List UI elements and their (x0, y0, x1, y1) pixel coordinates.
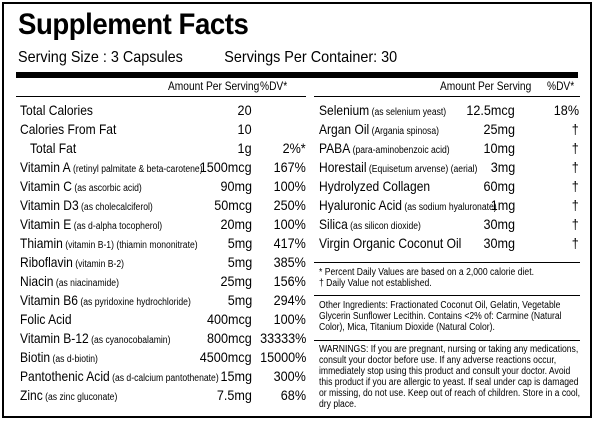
nutrient-row (319, 140, 581, 157)
nutrient-row (319, 216, 581, 233)
nutrient-source: (as cholecalciferol) (78, 202, 153, 213)
nutrient-dv: † (571, 235, 579, 251)
nutrient-name (319, 216, 421, 232)
nutrient-source: (vitamin B-1) (thiamin mononitrate) (62, 240, 198, 251)
nutrient-amount: 5mg (227, 235, 252, 251)
nutrient-source: (vitamin B-2) (72, 259, 125, 270)
nutrient-label: Vitamin C (20, 178, 72, 194)
nutrient-row (20, 330, 310, 347)
nutrient-name (20, 292, 191, 308)
dv-footnote: * Percent Daily Values are based on a 2,000 calorie diet. (319, 267, 534, 278)
nutrient-source: (as pyridoxine hydrochloride) (78, 297, 191, 308)
nutrient-dv: 33333% (259, 330, 306, 346)
nutrient-row (20, 292, 310, 309)
nutrient-label: Total Fat (30, 140, 77, 156)
nutrient-source: (as ascorbic acid) (71, 183, 142, 194)
nutrient-dv: 300% (273, 368, 306, 384)
nutrient-name (319, 159, 477, 175)
nutrient-name (319, 197, 497, 213)
nutrient-source: (as zinc gluconate) (42, 392, 118, 403)
nutrient-label: Silica (319, 216, 348, 232)
nutrient-source: (as selenium yeast) (369, 107, 447, 118)
panel-title: Supplement Facts (18, 8, 249, 41)
nutrient-source: (as silicon dioxide) (347, 221, 421, 232)
nutrient-name (319, 121, 439, 137)
nutrient-dv: 294% (273, 292, 306, 308)
nutrient-name (319, 178, 430, 194)
nutrient-dv: † (571, 197, 579, 213)
nutrient-amount: 800mcg (207, 330, 252, 346)
nutrient-row (319, 197, 581, 214)
nutrient-row (319, 121, 581, 138)
left-header-divider (16, 96, 306, 97)
nutrient-name (20, 330, 170, 346)
nutrient-label: Hydrolyzed Collagen (319, 178, 431, 194)
nutrient-amount: 1mg (490, 197, 515, 213)
nutrient-name (20, 311, 72, 327)
nutrient-dv: † (571, 178, 579, 194)
nutrient-label: Vitamin D3 (20, 197, 79, 213)
nutrient-amount: 30mg (483, 216, 515, 232)
nutrient-source: (as niacinamide) (53, 278, 119, 289)
supplement-facts-panel (2, 2, 592, 418)
nutrient-name (20, 235, 198, 251)
nutrient-dv: 15000% (259, 349, 306, 365)
nutrient-label: Niacin (20, 273, 54, 289)
nutrient-amount: 400mcg (207, 311, 252, 327)
nutrient-name (20, 387, 117, 403)
nutrient-amount: 90mg (220, 178, 252, 194)
nutrient-row (20, 349, 310, 366)
nutrient-label: Horestail (319, 159, 367, 175)
nutrient-amount: 20 (237, 102, 252, 118)
nutrient-row (319, 102, 581, 119)
nutrient-row (20, 159, 310, 176)
nutrient-label: Vitamin B6 (20, 292, 79, 308)
nutrient-source: (para-aminobenzoic acid) (350, 145, 450, 156)
left-amount-header: Amount Per Serving (168, 79, 260, 93)
right-header-divider (314, 96, 580, 97)
nutrient-label: Vitamin E (20, 216, 72, 232)
nutrient-amount: 3mg (490, 159, 515, 175)
nutrient-row (20, 368, 310, 385)
right-rows-divider (314, 262, 580, 263)
nutrient-amount: 5mg (227, 254, 252, 270)
nutrient-amount: 7.5mg (216, 387, 252, 403)
nutrient-name (30, 140, 76, 156)
nutrient-amount: 25mg (220, 273, 252, 289)
serving-size: Serving Size : 3 Capsules (18, 49, 183, 66)
nutrient-dv: 167% (273, 159, 306, 175)
nutrient-source: (as d-alpha tocopherol) (71, 221, 163, 232)
nutrient-amount: 20mg (220, 216, 252, 232)
nutrient-name (20, 178, 142, 194)
right-dv-header: %DV* (547, 79, 575, 93)
nutrient-row (319, 178, 581, 195)
nutrient-amount: 1500mcg (200, 159, 252, 175)
nutrient-label: Zinc (20, 387, 43, 403)
nutrient-label: Thiamin (20, 235, 63, 251)
nutrient-label: Selenium (319, 102, 370, 118)
nutrient-name (20, 102, 93, 118)
nutrient-row (20, 197, 310, 214)
nutrient-name (20, 197, 153, 213)
nutrient-amount: 10 (237, 121, 252, 137)
nutrient-amount: 50mcg (214, 197, 252, 213)
nutrient-dv: † (571, 216, 579, 232)
nutrient-row (319, 159, 581, 176)
serving-info (18, 49, 397, 67)
nutrient-label: Riboflavin (20, 254, 73, 270)
nutrient-row (20, 311, 310, 328)
nutrient-dv: † (571, 121, 579, 137)
nutrient-label: Calories From Fat (20, 121, 117, 137)
nutrient-amount: 1g (237, 140, 252, 156)
nutrient-dv: 100% (273, 311, 306, 327)
nutrient-dv: 385% (273, 254, 306, 270)
nutrient-dv: † (571, 159, 579, 175)
nutrient-source: (as cyanocobalamin) (88, 335, 171, 346)
nutrient-source: (Argania spinosa) (369, 126, 439, 137)
nutrient-row (20, 254, 310, 271)
nutrient-label: Vitamin A (20, 159, 71, 175)
nutrient-name (319, 235, 461, 251)
nutrient-label: Total Calories (20, 102, 93, 118)
nutrient-label: Biotin (20, 349, 51, 365)
nutrient-row (319, 235, 581, 252)
nutrient-row (20, 121, 310, 138)
footnotes (319, 267, 586, 289)
nutrient-name (20, 254, 124, 270)
nutrient-label: Vitamin B-12 (20, 330, 89, 346)
nutrient-row (20, 102, 310, 119)
nutrient-label: Folic Acid (20, 311, 72, 327)
nutrient-name (20, 349, 98, 365)
nutrient-row (20, 235, 310, 252)
nutrient-source: (as sodium hyaluronate) (401, 202, 497, 213)
nutrient-name (20, 273, 119, 289)
nutrient-dv: 100% (273, 216, 306, 232)
nutrient-row (20, 216, 310, 233)
servings-per-container: Servings Per Container: 30 (224, 49, 398, 66)
nutrient-dv: † (571, 140, 579, 156)
nutrient-name (20, 159, 203, 175)
nutrient-row (20, 273, 310, 290)
ingredients-divider (314, 340, 580, 341)
nutrient-label: Hyaluronic Acid (319, 197, 402, 213)
nutrient-label: Pantothenic Acid (20, 368, 110, 384)
nutrient-dv: 156% (273, 273, 306, 289)
nutrient-name (319, 140, 450, 156)
other-ingredients: Other Ingredients: Fractionated Coconut Oil, Gelatin, Vegetable Glycerin Sunflower Lecithin. Contains <2% of: Carmine (Natural Color), Mica, Titanium Dioxide (Natural Color). (319, 300, 562, 333)
nutrient-name (20, 368, 219, 384)
nutrient-dv: 2%* (282, 140, 306, 156)
thick-divider (16, 72, 578, 78)
nutrient-label: PABA (319, 140, 351, 156)
dagger-footnote: † Daily Value not established. (319, 278, 432, 289)
nutrient-dv: 250% (273, 197, 306, 213)
nutrient-amount: 12.5mcg (466, 102, 515, 118)
warnings: WARNINGS: If you are pregnant, nursing or taking any medications, consult your doctor before use. If any adverse reactions occur, immediately stop using this product and consult your doctor. Avoid this product if you are allergic to yeast. If seal under cap is damaged or missing, do not use. Keep out of reach of children. Store in a cool, dry place. (319, 344, 581, 410)
nutrient-amount: 15mg (220, 368, 252, 384)
nutrient-amount: 30mg (483, 235, 515, 251)
nutrient-amount: 5mg (227, 292, 252, 308)
nutrient-label: Virgin Organic Coconut Oil (319, 235, 462, 251)
nutrient-row (20, 387, 310, 404)
nutrient-dv: 100% (273, 178, 306, 194)
left-dv-header: %DV* (260, 79, 288, 93)
nutrient-source: (Equisetum arvense) (aerial) (366, 164, 478, 175)
nutrient-amount: 4500mcg (200, 349, 252, 365)
nutrient-dv: 417% (273, 235, 306, 251)
nutrient-name (20, 121, 116, 137)
nutrient-dv: 68% (280, 387, 306, 403)
right-amount-header: Amount Per Serving (440, 79, 532, 93)
nutrient-row (20, 178, 310, 195)
nutrient-amount: 25mg (483, 121, 515, 137)
nutrient-source: (as d-biotin) (50, 354, 98, 365)
nutrient-row (20, 140, 310, 157)
nutrient-amount: 60mg (483, 178, 515, 194)
footnote-divider (314, 295, 580, 296)
nutrient-source: (retinyl palmitate & beta-carotene) (70, 164, 203, 175)
nutrient-label: Argan Oil (319, 121, 370, 137)
nutrient-name (319, 102, 446, 118)
nutrient-amount: 10mg (483, 140, 515, 156)
nutrient-name (20, 216, 162, 232)
nutrient-dv: 18% (553, 102, 579, 118)
nutrient-source: (as d-calcium pantothenate) (109, 373, 219, 384)
